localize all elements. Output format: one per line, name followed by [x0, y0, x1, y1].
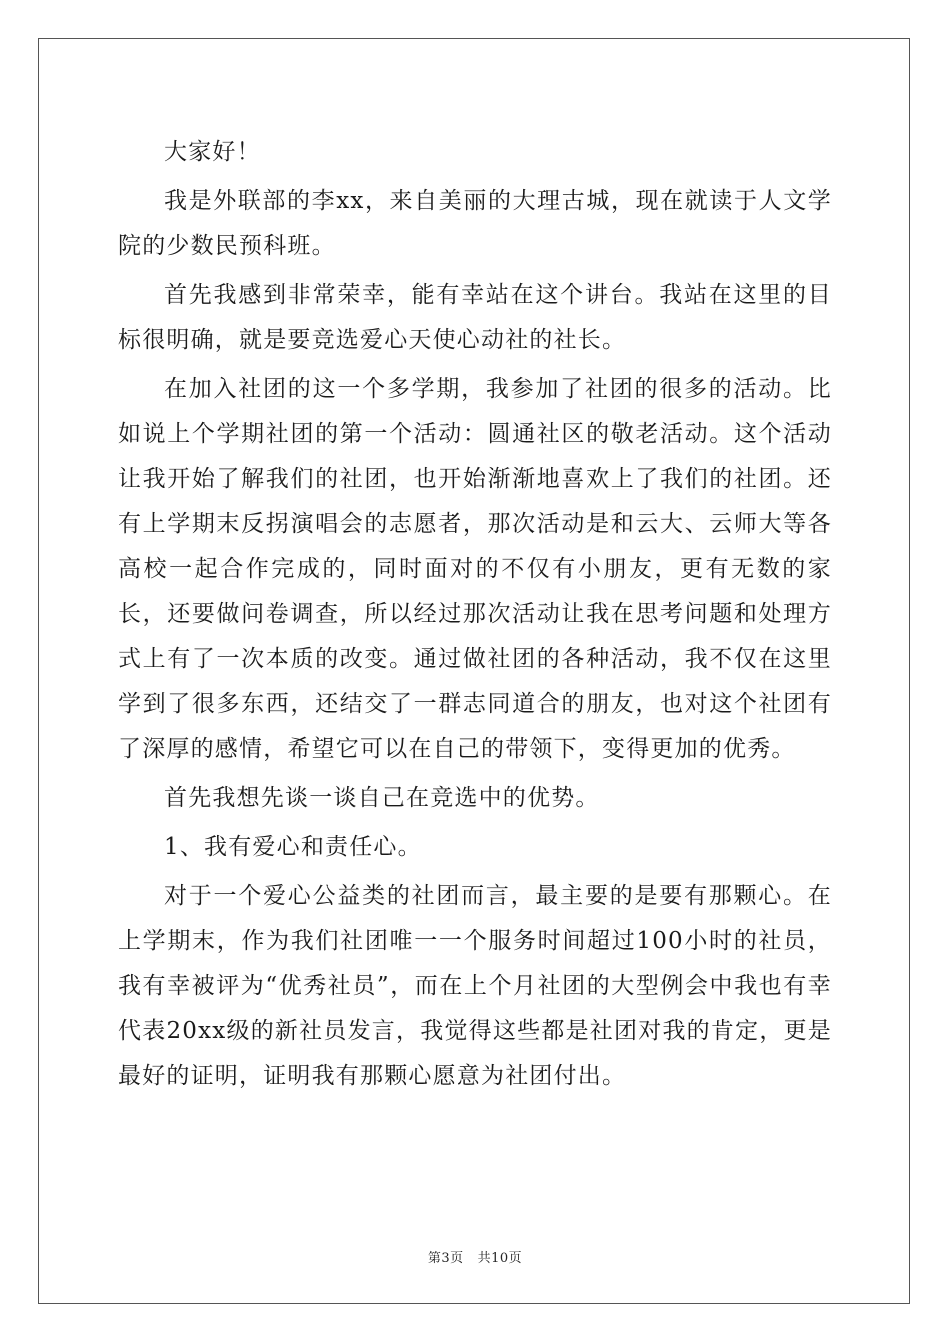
page-footer: [0, 1247, 950, 1266]
paragraph-point-1-detail: 对于一个爱心公益类的社团而言，最主要的是要有那颗心。在上学期末，作为我们社团唯一一个服务时间超过100小时的社员，我有幸被评为“优秀社员”，而在上个月社团的大型例会中我也有幸代表20xx级的新社员发言，我觉得这些都是社团对我的肯定，更是最好的证明，证明我有那颗心愿意为社团付出。: [118, 883, 832, 1089]
page-total: 共10页: [477, 1251, 523, 1266]
paragraph-introduction: 我是外联部的李xx，来自美丽的大理古城，现在就读于人文学院的少数民预科班。: [118, 188, 832, 259]
document-body: [118, 130, 832, 1103]
paragraph-point-1: 1、我有爱心和责任心。: [164, 834, 422, 860]
paragraph-goal: 首先我感到非常荣幸，能有幸站在这个讲台。我站在这里的目标很明确，就是要竞选爱心天使心动社的社长。: [118, 282, 832, 353]
paragraph-advantages-intro: 首先我想先谈一谈自己在竞选中的优势。: [164, 785, 600, 811]
page-number: 第3页: [427, 1251, 464, 1266]
paragraph-greeting: 大家好！: [164, 139, 261, 165]
paragraph-activities: 在加入社团的这一个多学期，我参加了社团的很多的活动。比如说上个学期社团的第一个活动：圆通社区的敬老活动。这个活动让我开始了解我们的社团，也开始渐渐地喜欢上了我们的社团。还有上学期末反拐演唱会的志愿者，那次活动是和云大、云师大等各高校一起合作完成的，同时面对的不仅有小朋友，更有无数的家长，还要做问卷调查，所以经过那次活动让我在思考问题和处理方式上有了一次本质的改变。通过做社团的各种活动，我不仅在这里学到了很多东西，还结交了一群志同道合的朋友，也对这个社团有了深厚的感情，希望它可以在自己的带领下，变得更加的优秀。: [118, 376, 832, 762]
